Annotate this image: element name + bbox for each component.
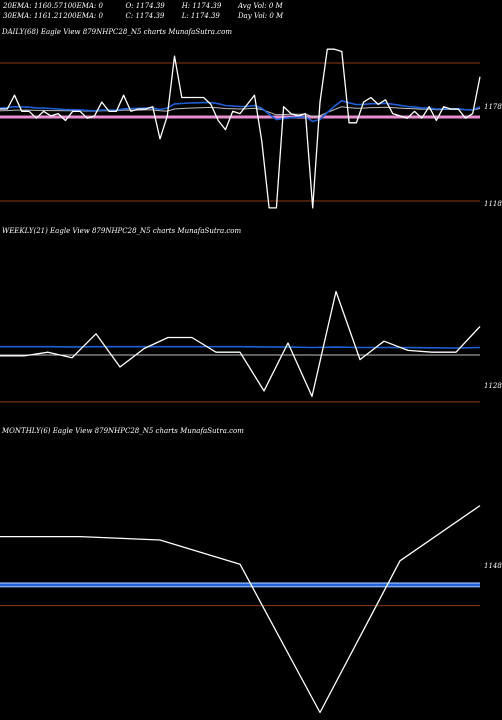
day-vol-readout: Day Vol: 0 M bbox=[237, 12, 284, 20]
daily-level-label-lower: 1118 bbox=[484, 200, 502, 208]
high-readout: H: 1174.39 bbox=[181, 2, 222, 10]
weekly-price-line bbox=[0, 292, 480, 397]
monthly-level-label: 1148 bbox=[484, 562, 502, 570]
daily-price-line bbox=[0, 49, 480, 208]
open-readout: O: 1174.39 bbox=[125, 2, 165, 10]
daily-panel-title: DAILY(68) Eagle View 879NHPC28_N5 charts MunafaSutra.com bbox=[2, 28, 232, 36]
monthly-price-line bbox=[0, 506, 480, 713]
ema200-readout: 200EMA: 0 bbox=[63, 12, 103, 20]
ema30-readout: 30EMA: 1161.21 bbox=[3, 12, 63, 20]
avg-vol-readout: Avg Vol: 0 M bbox=[237, 2, 283, 10]
weekly-ema-blue-line bbox=[0, 347, 480, 348]
weekly-level-label: 1128 bbox=[484, 382, 502, 390]
daily-level-label-upper: 1178 bbox=[484, 103, 502, 111]
monthly-panel-title: MONTHLY(6) Eagle View 879NHPC28_N5 charts MunafaSutra.com bbox=[2, 427, 244, 435]
ema100-readout: 100EMA: 0 bbox=[63, 2, 103, 10]
low-readout: L: 1174.39 bbox=[181, 12, 220, 20]
close-readout: C: 1174.39 bbox=[125, 12, 165, 20]
ema20-readout: 20EMA: 1160.57 bbox=[3, 2, 63, 10]
weekly-panel-title: WEEKLY(21) Eagle View 879NHPC28_N5 charts MunafaSutra.com bbox=[2, 227, 242, 235]
